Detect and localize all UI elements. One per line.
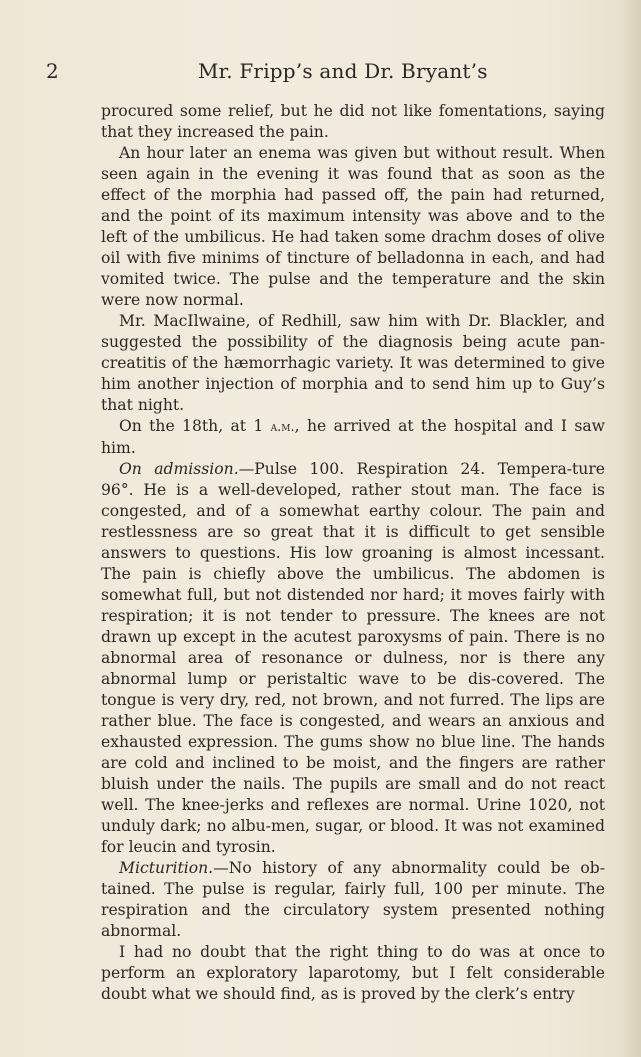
paragraph-1: procured some relief, but he did not like fomentations, saying that they increased the pain.: [101, 102, 605, 141]
time-am: a.m.: [270, 420, 295, 435]
paragraph-micturition: [101, 858, 605, 942]
paragraph-admission: [101, 459, 605, 858]
admission-text: —Pulse 100. Respiration 24. Tempera-ture 96°. He is a well-developed, rather stout man. The face is congested, and of a somewhat earthy colour. The pain and restlessness are so great that it is difficult to get sensible answers to questions. His low groaning is almost incessant. The pain is chiefly above the umbilicus. The abdomen is somewhat full, but not distended nor hard; it moves fairly with respiration; it is not tender to pressure. The knees are not drawn up except in the acutest paroxysms of pain. There is no abnormal area of resonance or dulness, nor is there any abnormal lump or peristaltic wave to be dis-covered. The tongue is very dry, red, not brown, and not furred. The lips are rather blue. The face is congested, and wears an anxious and exhausted expression. The gums show no blue line. The hands are cold and inclined to be moist, and the fingers are rather bluish under the nails. The pupils are small and do not react well. The knee-jerks and reflexes are normal. Urine 1020, not unduly dark; no albu-men, sugar, or blood. It was not examined for leucin and tyrosin.: [101, 460, 606, 856]
paragraph-3: Mr. MacIlwaine, of Redhill, saw him with Dr. Blackler, and suggested the possibility of the diagnosis being acute pan-creatitis of the hæmorrhagic variety. It was determined to give him another injection of morphia and to send him up to Guy’s that night.: [101, 312, 605, 414]
page-edge-shadow: [619, 0, 641, 1057]
admission-heading: On admission.: [119, 460, 239, 478]
paragraph-4: [101, 416, 605, 459]
paragraph-4-text-a: On the 18th, at 1: [119, 417, 271, 435]
micturition-text: —No history of any abnormality could be ob-tained. The pulse is regular, fairly full, 100 per minute. The respiration and the circulatory system presented nothing abnormal.: [101, 859, 605, 940]
page-number: 2: [46, 59, 59, 83]
body-text: [101, 101, 605, 1005]
running-head: Mr. Fripp’s and Dr. Bryant’s: [198, 59, 488, 83]
page-header: [46, 56, 606, 86]
paragraph-2: An hour later an enema was given but without result. When seen again in the evening it was found that as soon as the effect of the morphia had passed off, the pain had returned, and the point of its maximum intensity was above and to the left of the umbilicus. He had taken some drachm doses of olive oil with five minims of tincture of belladonna in each, and had vomited twice. The pulse and the temperature and the skin were now normal.: [101, 144, 605, 309]
paragraph-7: I had no doubt that the right thing to do was at once to perform an exploratory laparotomy, but I felt considerable doubt what we should find, as is proved by the clerk’s entry: [101, 943, 605, 1003]
paragraph-4-text-b: , he arrived at the hospital and I saw him.: [101, 417, 606, 457]
micturition-heading: Micturition.: [119, 859, 214, 877]
